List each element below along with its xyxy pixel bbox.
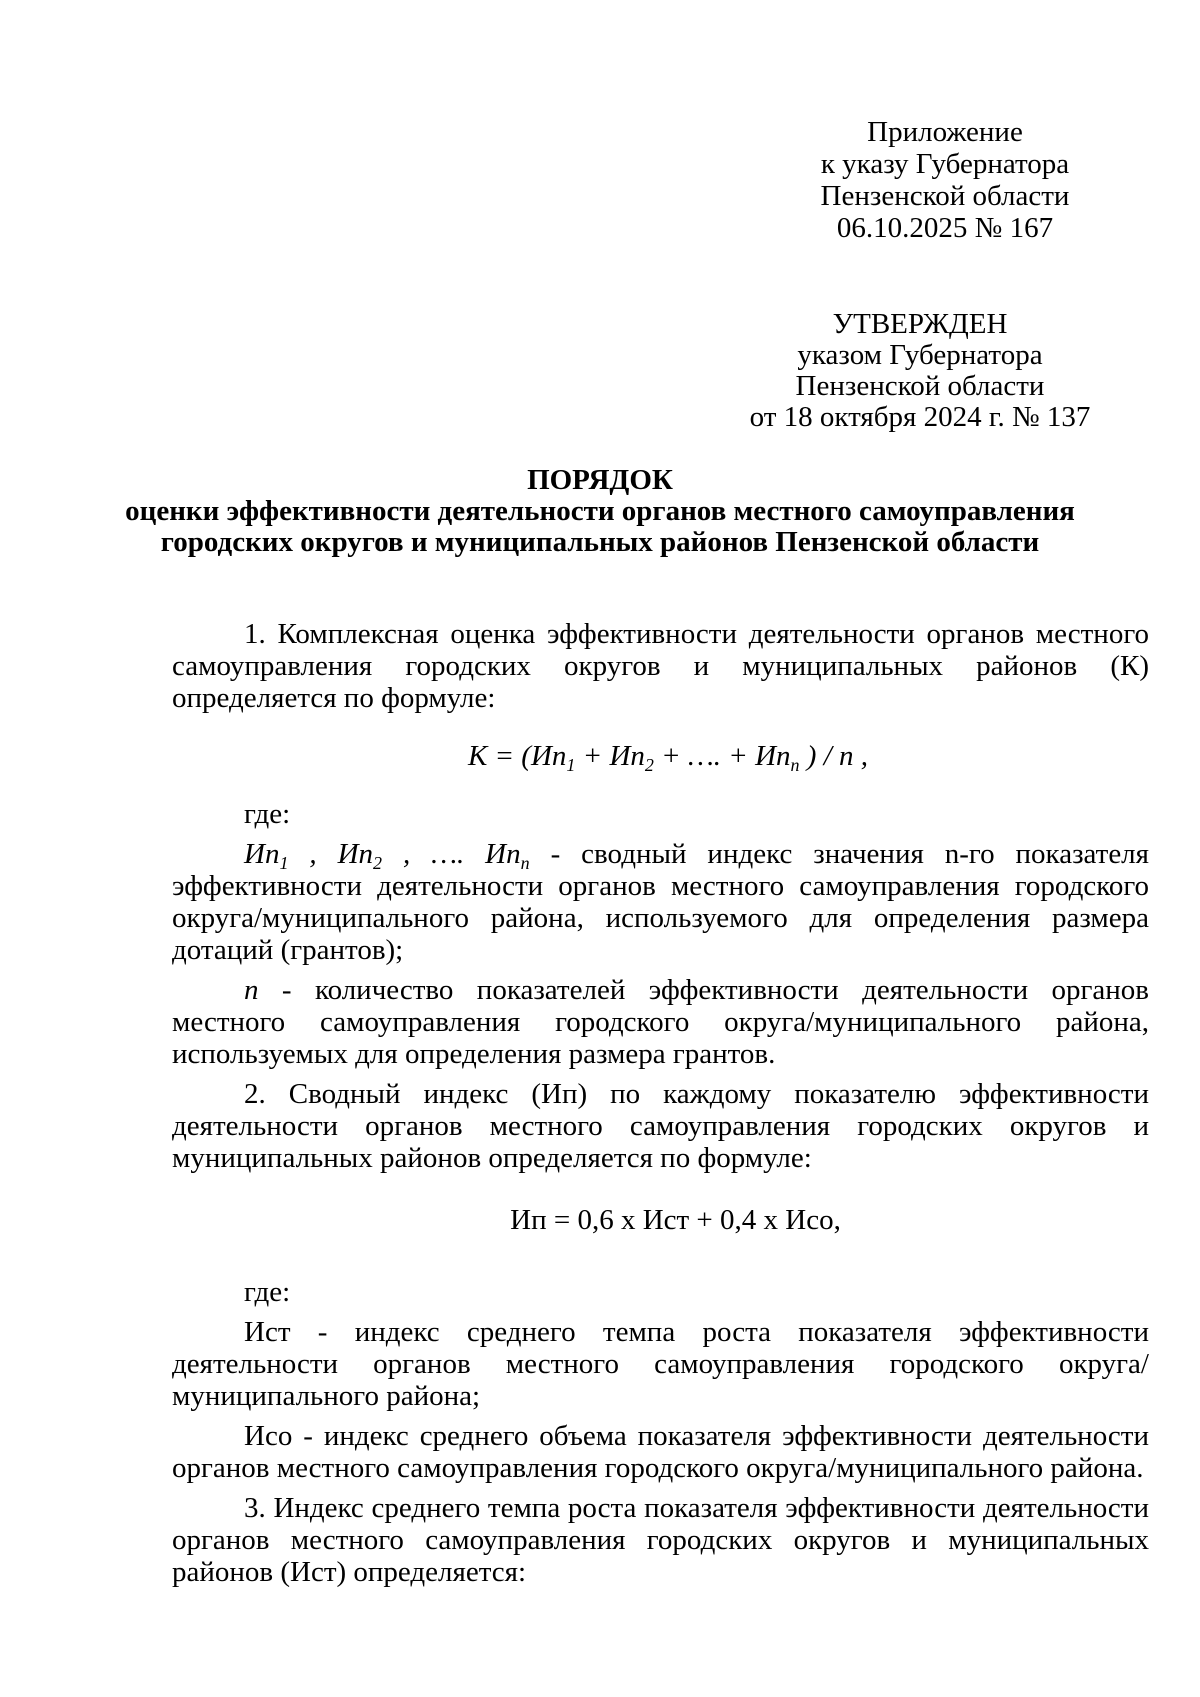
appendix-date-number: 06.10.2025 № 167 xyxy=(836,212,1054,244)
approved-line: Пензенской области xyxy=(795,370,1045,402)
appendix-line: Пензенской области xyxy=(820,180,1070,212)
title-line: городских округов и муниципальных районов Пензенской области xyxy=(160,526,1040,558)
appendix-block xyxy=(820,116,1070,244)
title-line: оценки эффективности деятельности органов местного самоуправления xyxy=(125,495,1075,527)
formula-ip: Ип = 0,6 х Ист + 0,4 х Исо, xyxy=(510,1204,841,1236)
paragraph-2: 2. Сводный индекс (Ип) по каждому показателю эффективности деятельности органов местного самоуправления городских округов и муниципальных районов определяется по формуле: xyxy=(172,1078,1149,1174)
where-label: где: xyxy=(244,798,291,830)
document-title xyxy=(100,465,1100,558)
title-heading: ПОРЯДОК xyxy=(527,464,673,496)
appendix-line: Приложение xyxy=(867,116,1023,148)
document-body xyxy=(172,618,1149,1588)
approved-line: УТВЕРЖДЕН xyxy=(832,308,1008,340)
definition-n: n - количество показателей эффективности деятельности органов местного самоуправления городского округа/муниципального района, используемых для определения размера грантов. xyxy=(172,974,1149,1070)
approved-block xyxy=(720,309,1120,433)
paragraph-3: 3. Индекс среднего темпа роста показателя эффективности деятельности органов местного самоуправления городских округов и муниципальных районов (Ист) определяется: xyxy=(172,1492,1149,1588)
approved-date-number: от 18 октября 2024 г. № 137 xyxy=(749,401,1091,433)
formula-k: $К = (Ип_1 + Ип_2$ + …. + $Ип_n$ ) / n , xyxy=(467,740,869,775)
definition-iso: Исо - индекс среднего объема показателя эффективности деятельности органов местного самоуправления городского округа/муниципального района. xyxy=(172,1420,1149,1484)
approved-line: указом Губернатора xyxy=(797,339,1043,371)
appendix-line: к указу Губернатора xyxy=(820,148,1070,180)
definition-ist: Ист - индекс среднего темпа роста показателя эффективности деятельности органов местного самоуправления городского округа/муниципального района; xyxy=(172,1316,1149,1412)
paragraph-1: 1. Комплексная оценка эффективности деятельности органов местного самоуправления городских округов и муниципальных районов (К) определяется по формуле: xyxy=(172,618,1149,714)
definition-ip: $Ип_1$ , $Ип_2$ , …. $Ип_n$ - сводный индекс значения n-го показателя эффективности деятельности органов местного самоуправления городского округа/муниципального района, используемого для определения размера дотаций (грантов); xyxy=(172,838,1149,966)
where-label: где: xyxy=(244,1276,291,1308)
